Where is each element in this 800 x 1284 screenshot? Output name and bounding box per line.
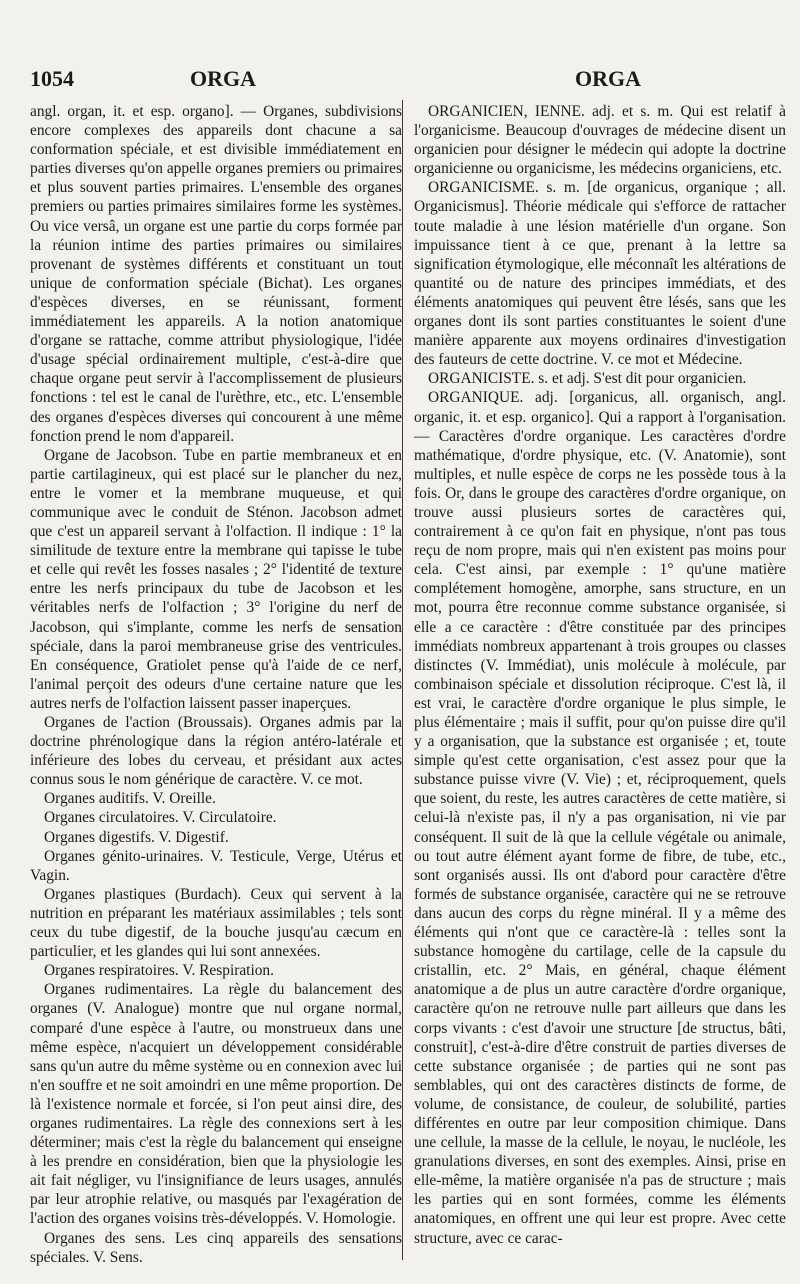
left-running-head: ORGA	[190, 66, 256, 91]
entry-paragraph: Organes digestifs. V. Digestif.	[44, 828, 229, 846]
entry-paragraph: Organes plastiques (Burdach). Ceux qui servent à la nutrition en préparant les matériaux assimilables ; tels sont ceux du tube digestif, de la bouche jusqu'au cæcum en particulier, et les glandes qui lui sont annexées.	[30, 885, 402, 961]
entry-paragraph: Organes de l'action (Broussais). Organes admis par la doctrine phrénologique dans la région antéro-latérale et inférieure des lobes du cerveau, et présidant aux actes connus sous le nom générique de caractère. V. ce mot.	[30, 714, 402, 789]
entry-paragraph: Organes respiratoires. V. Respiration.	[44, 962, 274, 980]
entry-paragraph: Organes rudimentaires. La règle du balancement des organes (V. Analogue) montre que nul organe normal, comparé d'une espèce à l'autre, ou monstrueux dans une même espèce, n'acquiert un développement considérable sans qu'un autre du même système ou en connexion avec lui n'en souffre et ne soit amoindri en une même proportion. De là l'existence normale et forcée, si l'on peut ainsi dire, des organes rudimentaires. La règle des connexions sert à les déterminer; mais c'est la règle du balancement qui enseigne à les prendre en considération, bien que la physiologie les ait fait négliger, vu l'insignifiance de leurs usages, annulés par leur atrophie relative, ou masqués par l'exagération de l'action des organes voisins très-développés. V. Homologie.	[30, 981, 402, 1228]
entry-organicien: ORGANICIEN, IENNE. adj. et s. m. Qui est relatif à l'organicisme. Beaucoup d'ouvrages de médecine disent un organicien pour désigner le médecin qui adopte la doctrine organicienne ou organicisme, les médecins organiciens, etc.	[414, 103, 786, 178]
entry-paragraph: Organe de Jacobson. Tube en partie membraneux et en partie cartilagineux, qui est placé sur le plancher du nez, entre le vomer et la membrane muqueuse, et qui communique avec le conduit de Sténon. Jacobson admet que c'est un appareil servant à l'olfaction. Il indique : 1° la similitude de texture entre la membrane qui tapisse le tube et celle qui revêt les fosses nasales ; 2° l'identité de texture entre les nerfs principaux du tube de Jacobson et les véritables nerfs de l'olfaction ; 3° l'origine du nerf de Jacobson, qui s'implante, comme les nerfs de sensation spéciale, dans la paroi membraneuse grise des ventricules. En conséquence, Gratiolet pense qu'à l'aide de ce nerf, l'animal perçoit des odeurs d'une certaine nature que les autres nerfs de l'olfaction laissent passer inaperçues.	[30, 446, 402, 712]
page-number: 1054	[30, 66, 74, 91]
entry-paragraph: angl. organ, it. et esp. organo]. — Organes, subdivisions encore complexes des appareils dont chacune a sa conformation spéciale, et est divisible immédiatement en parties diverses qu'on appelle organes premiers ou primaires et plus souvent parties primaires. L'ensemble des organes premiers ou parties primaires similaires forme les systèmes. Ou vice versâ, un organe est une partie du corps formée par la réunion intime des parties primaires ou similaires provenant de systèmes différents et constituant un tout unique de conformation spéciale (Bichat). Les organes d'espèces diverses, en se réunissant, forment immédiatement les appareils. A la notion anatomique d'organe se rattache, comme attribut physiologique, l'idée d'usage spécial ordinairement multiple, c'est-à-dire que chaque organe peut servir à l'accomplissement de plusieurs fonctions : tel est le canal de l'urèthre, etc., etc. L'ensemble des organes d'espèces diverses qui concourent à une même fonction prend le nom d'appareil.	[30, 103, 402, 445]
entry-paragraph: Organes des sens. Les cinq appareils des sensations spéciales. V. Sens.	[30, 1229, 402, 1266]
running-header	[0, 66, 800, 96]
entry-organiciste: ORGANICISTE. s. et adj. S'est dit pour organicien.	[428, 370, 747, 388]
entry-paragraph: Organes auditifs. V. Oreille.	[44, 790, 216, 808]
entry-organicisme: ORGANICISME. s. m. [de organicus, organique ; all. Organicismus]. Théorie médicale qui s'efforce de rattacher toute maladie à une lésion matérielle d'un organe. Son impuissance tient à ce que, prenant à la lettre sa signification étymologique, elle méconnaît les altérations de quantité ou de nature des principes immédiats, et des éléments anatomiques qui peuvent être lésés, sans que les organes dont ils sont parties constituantes le soient d'une manière apparente aux moyens ordinaires d'investigation des fauteurs de cette doctrine. V. ce mot et Médecine.	[414, 179, 786, 369]
left-column	[30, 102, 402, 1267]
entry-organique: ORGANIQUE. adj. [organicus, all. organisch, angl. organic, it. et esp. organico]. Qui a rapport à l'organisation. — Caractères d'ordre organique. Les caractères d'ordre mathématique, d'ordre physique, etc. (V. Anatomie), sont multiples, et nulle espèce de corps ne les possède tous à la fois. Or, dans le groupe des caractères d'ordre organique, on trouve aussi plusieurs sortes de caractères qui, contrairement à ce qu'on fait en physique, n'ont pas tous reçu de nom propre, mais qui n'en existent pas moins pour cela. C'est ainsi, par exemple : 1° qu'une matière complétement homogène, amorphe, sans structure, en un mot, pourra être reconnue comme substance organisée, si elle a ce caractère : d'être constituée par des principes immédiats nombreux appartenant à trois groupes ou classes distinctes (V. Immédiat), unis molécule à molécule, par combinaison spéciale et dissolution réciproque. C'est là, il est vrai, le caractère d'ordre organique le plus simple, le plus élémentaire ; mais il suffit, pour qu'on puisse dire qu'il y a organisation, que la substance est organisée ; et, toute simple qu'est cette organisation, c'est assez pour que la substance puisse vivre (V. Vie) ; et, réciproquement, quels que soient, du reste, les autres caractères de cette matière, si celui-là n'existe pas, il n'y a pas organisation, ni vie par conséquent. Il suit de là que la cellule végétale ou animale, ou tout autre élément ayant forme de fibre, de tube, etc., sont organisés aussi. Ils ont d'abord pour caractère d'être formés de substance organisée, caractère qui ne se retrouve dans aucun des corps du règne minéral. Il y a même des éléments qui n'ont que ce caractère-là : telles sont la substance homogène du cartilage, celle de la capsule du cristallin, etc. 2° Mais, en général, chaque élément anatomique a de plus un autre caractère d'ordre organique, caractère qu'on ne retrouve nulle part ailleurs que dans les corps vivants : c'est d'avoir une structure [de structus, bâti, construit], c'est-à-dire d'être construit de parties diverses de cette substance organisée ; de parties qui ne sont pas semblables, qui ont des caractères distincts de forme, de volume, de consistance, de couleur, de solubilité, parties différentes en outre par leur composition chimique. Dans une cellule, la masse de la cellule, le noyau, le nucléole, les granulations diverses, en sont des exemples. Ainsi, prise en elle-même, la matière organisée n'a pas de structure ; mais les parties qui en sont formées, comme les éléments anatomiques, en offrent une qui leur est propre. Avec cette structure, avec ce carac-	[414, 389, 786, 1247]
right-column	[414, 102, 786, 1248]
right-running-head: ORGA	[575, 66, 641, 91]
column-divider	[402, 100, 403, 1260]
entry-paragraph: Organes circulatoires. V. Circulatoire.	[44, 809, 277, 827]
entry-paragraph: Organes génito-urinaires. V. Testicule, Verge, Utérus et Vagin.	[30, 847, 402, 884]
